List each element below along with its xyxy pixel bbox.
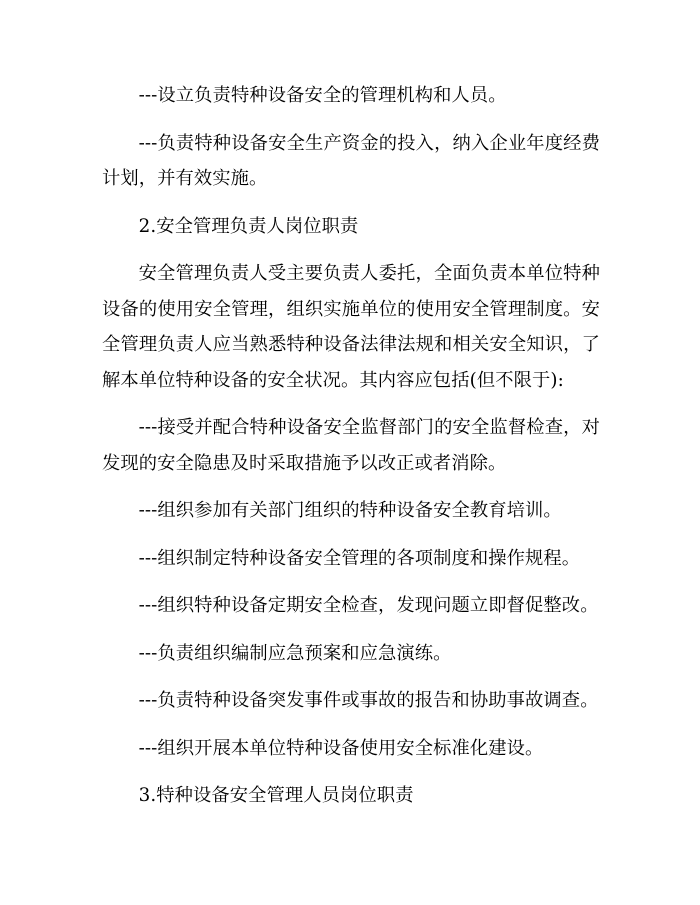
paragraph-duty-bullet: ---设立负责特种设备安全的管理机构和人员。: [138, 85, 507, 106]
section-heading: 3.特种设备安全管理人员岗位职责: [138, 785, 414, 806]
document-body: [102, 78, 600, 814]
paragraph-duty-bullet: ---组织特种设备定期安全检查，发现问题立即督促整改。: [138, 595, 599, 616]
paragraph-duty-bullet: ---负责组织编制应急预案和应急演练。: [138, 642, 452, 664]
paragraph-duty-bullet: ---接受并配合特种设备安全监督部门的安全监督检查，对发现的安全隐患及时采取措施予以改正或者消除。: [102, 417, 600, 474]
paragraph-duty-bullet: ---组织制定特种设备安全管理的各项制度和操作规程。: [138, 547, 581, 569]
paragraph-duty-bullet: ---组织参加有关部门组织的特种设备安全教育培训。: [138, 500, 562, 521]
paragraph-duty-bullet: ---负责特种设备突发事件或事故的报告和协助事故调查。: [138, 690, 599, 711]
paragraph-duty-bullet: ---负责特种设备安全生产资金的投入，纳入企业年度经费计划，并有效实施。: [102, 132, 600, 189]
section-heading: 2.安全管理负责人岗位职责: [138, 215, 359, 237]
paragraph-body: 安全管理负责人受主要负责人委托，全面负责本单位特种设备的使用安全管理，组织实施单位的使用安全管理制度。安全管理负责人应当熟悉特种设备法律法规和相关安全知识，了解本单位特种设备的安全状况。其内容应包括(但不限于):: [102, 263, 600, 391]
paragraph-duty-bullet: ---组织开展本单位特种设备使用安全标准化建设。: [138, 737, 544, 759]
